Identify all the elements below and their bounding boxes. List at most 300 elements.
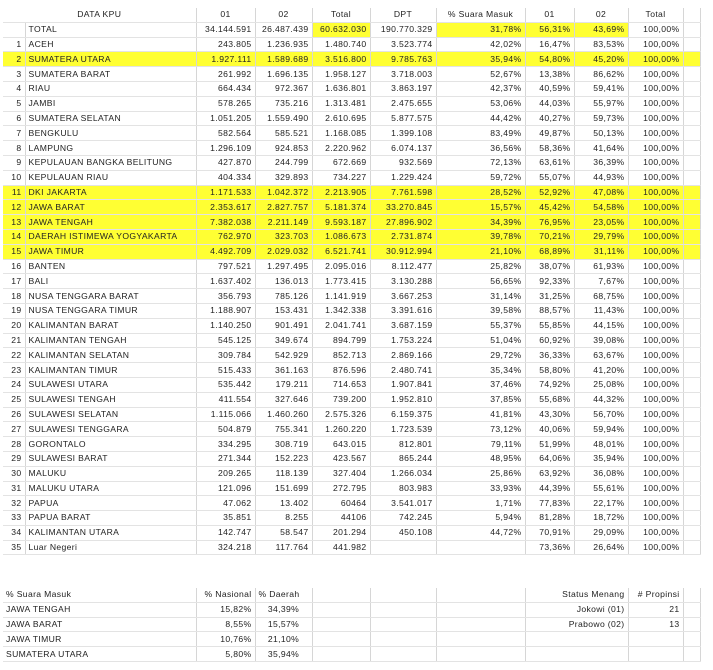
votes-02[interactable]: 308.719 — [255, 437, 312, 452]
row-number[interactable]: 17 — [3, 274, 25, 289]
pct-02[interactable]: 29,09% — [574, 525, 628, 540]
summary-header-nasional[interactable]: % Nasional — [196, 588, 255, 602]
votes-total[interactable]: 201.294 — [312, 525, 370, 540]
province-name[interactable]: SULAWESI UTARA — [25, 377, 196, 392]
total-suara-masuk[interactable]: 31,78% — [436, 22, 525, 37]
votes-01[interactable]: 261.992 — [196, 67, 255, 82]
empty-cell[interactable] — [683, 52, 700, 67]
dpt-value[interactable]: 7.761.598 — [370, 185, 436, 200]
suara-masuk-pct[interactable]: 25,82% — [436, 259, 525, 274]
votes-01[interactable]: 324.218 — [196, 540, 255, 555]
dpt-value[interactable]: 2.475.655 — [370, 96, 436, 111]
empty-cell[interactable] — [436, 632, 525, 647]
pct-total[interactable]: 100,00% — [628, 540, 683, 555]
pct-01[interactable]: 43,30% — [525, 407, 574, 422]
votes-02[interactable]: 8.255 — [255, 511, 312, 526]
votes-01[interactable]: 797.521 — [196, 259, 255, 274]
votes-total[interactable]: 1.141.919 — [312, 289, 370, 304]
row-number[interactable]: 15 — [3, 244, 25, 259]
empty-cell[interactable] — [683, 333, 700, 348]
pct-01[interactable]: 13,38% — [525, 67, 574, 82]
pct-01[interactable]: 36,33% — [525, 348, 574, 363]
status-count[interactable]: 13 — [628, 617, 683, 632]
dpt-value[interactable]: 3.523.774 — [370, 37, 436, 52]
pct-01[interactable]: 88,57% — [525, 303, 574, 318]
pct-02[interactable]: 23,05% — [574, 215, 628, 230]
pct-01[interactable]: 76,95% — [525, 215, 574, 230]
province-name[interactable]: SULAWESI TENGGARA — [25, 422, 196, 437]
suara-masuk-pct[interactable]: 37,85% — [436, 392, 525, 407]
pct-01[interactable]: 45,42% — [525, 200, 574, 215]
votes-02[interactable]: 924.853 — [255, 141, 312, 156]
suara-masuk-pct[interactable]: 59,72% — [436, 170, 525, 185]
votes-01[interactable]: 1.296.109 — [196, 141, 255, 156]
pct-total[interactable]: 100,00% — [628, 481, 683, 496]
suara-masuk-pct[interactable]: 55,37% — [436, 318, 525, 333]
row-number[interactable]: 25 — [3, 392, 25, 407]
province-name[interactable]: DAERAH ISTIMEWA YOGYAKARTA — [25, 229, 196, 244]
pct-01[interactable]: 44,03% — [525, 96, 574, 111]
row-number[interactable]: 24 — [3, 377, 25, 392]
pct-total[interactable]: 100,00% — [628, 377, 683, 392]
pct-02[interactable]: 44,15% — [574, 318, 628, 333]
empty-cell[interactable] — [683, 617, 700, 632]
dpt-value[interactable]: 1.952.810 — [370, 392, 436, 407]
votes-02[interactable]: 13.402 — [255, 496, 312, 511]
dpt-value[interactable]: 6.074.137 — [370, 141, 436, 156]
votes-02[interactable]: 542.929 — [255, 348, 312, 363]
province-name[interactable]: BENGKULU — [25, 126, 196, 141]
summary-name[interactable]: JAWA TENGAH — [3, 602, 196, 617]
votes-01[interactable]: 578.265 — [196, 96, 255, 111]
suara-masuk-pct[interactable]: 5,94% — [436, 511, 525, 526]
empty-cell[interactable] — [683, 37, 700, 52]
row-number[interactable]: 34 — [3, 525, 25, 540]
empty-cell[interactable] — [370, 647, 436, 662]
pct-01[interactable]: 58,80% — [525, 363, 574, 378]
row-number[interactable]: 30 — [3, 466, 25, 481]
votes-total[interactable]: 672.669 — [312, 155, 370, 170]
dpt-value[interactable]: 33.270.845 — [370, 200, 436, 215]
dpt-value[interactable]: 865.244 — [370, 451, 436, 466]
empty-cell[interactable] — [683, 422, 700, 437]
votes-01[interactable]: 4.492.709 — [196, 244, 255, 259]
votes-total[interactable]: 739.200 — [312, 392, 370, 407]
empty-cell[interactable] — [683, 392, 700, 407]
pct-total[interactable]: 100,00% — [628, 318, 683, 333]
pct-01[interactable]: 68,89% — [525, 244, 574, 259]
dpt-value[interactable]: 3.130.288 — [370, 274, 436, 289]
dpt-value[interactable]: 1.229.424 — [370, 170, 436, 185]
province-name[interactable]: DKI JAKARTA — [25, 185, 196, 200]
votes-02[interactable]: 901.491 — [255, 318, 312, 333]
empty-cell[interactable] — [436, 617, 525, 632]
row-number[interactable]: 2 — [3, 52, 25, 67]
pct-02[interactable]: 31,11% — [574, 244, 628, 259]
votes-01[interactable]: 515.433 — [196, 363, 255, 378]
province-name[interactable]: JAWA TIMUR — [25, 244, 196, 259]
province-name[interactable]: JAMBI — [25, 96, 196, 111]
pct-01[interactable]: 81,28% — [525, 511, 574, 526]
empty-cell[interactable] — [683, 540, 700, 555]
empty-cell[interactable] — [683, 451, 700, 466]
row-number[interactable]: 12 — [3, 200, 25, 215]
row-number[interactable]: 23 — [3, 363, 25, 378]
province-name[interactable]: LAMPUNG — [25, 141, 196, 156]
votes-total[interactable]: 44106 — [312, 511, 370, 526]
province-name[interactable]: Luar Negeri — [25, 540, 196, 555]
province-name[interactable]: KALIMANTAN BARAT — [25, 318, 196, 333]
votes-01[interactable]: 142.747 — [196, 525, 255, 540]
suara-masuk-pct[interactable]: 37,46% — [436, 377, 525, 392]
votes-02[interactable]: 361.163 — [255, 363, 312, 378]
pct-01[interactable]: 40,59% — [525, 81, 574, 96]
empty-cell[interactable] — [683, 274, 700, 289]
total-total[interactable]: 60.632.030 — [312, 22, 370, 37]
dpt-value[interactable]: 3.863.197 — [370, 81, 436, 96]
province-name[interactable]: MALUKU UTARA — [25, 481, 196, 496]
empty-cell[interactable] — [370, 602, 436, 617]
row-number[interactable]: 18 — [3, 289, 25, 304]
votes-01[interactable]: 1.051.205 — [196, 111, 255, 126]
summary-daerah[interactable]: 35,94% — [255, 647, 312, 662]
row-number[interactable]: 5 — [3, 96, 25, 111]
votes-01[interactable]: 1.115.066 — [196, 407, 255, 422]
votes-02[interactable]: 785.126 — [255, 289, 312, 304]
total-01[interactable]: 34.144.591 — [196, 22, 255, 37]
votes-total[interactable]: 1.168.085 — [312, 126, 370, 141]
pct-01[interactable]: 64,06% — [525, 451, 574, 466]
pct-02[interactable]: 56,70% — [574, 407, 628, 422]
pct-02[interactable]: 29,79% — [574, 229, 628, 244]
votes-02[interactable]: 1.297.495 — [255, 259, 312, 274]
pct-02[interactable]: 45,20% — [574, 52, 628, 67]
empty-cell[interactable] — [436, 588, 525, 602]
votes-01[interactable]: 427.870 — [196, 155, 255, 170]
votes-total[interactable]: 1.313.481 — [312, 96, 370, 111]
empty-cell[interactable] — [436, 647, 525, 662]
votes-02[interactable]: 151.699 — [255, 481, 312, 496]
empty-cell[interactable] — [312, 617, 370, 632]
votes-total[interactable]: 876.596 — [312, 363, 370, 378]
empty-cell[interactable] — [525, 647, 628, 662]
pct-02[interactable]: 55,61% — [574, 481, 628, 496]
votes-02[interactable]: 58.547 — [255, 525, 312, 540]
pct-02[interactable]: 48,01% — [574, 437, 628, 452]
pct-total[interactable]: 100,00% — [628, 451, 683, 466]
votes-total[interactable]: 423.567 — [312, 451, 370, 466]
province-name[interactable]: SUMATERA UTARA — [25, 52, 196, 67]
pct-02[interactable]: 11,43% — [574, 303, 628, 318]
province-name[interactable]: RIAU — [25, 81, 196, 96]
pct-02[interactable]: 83,53% — [574, 37, 628, 52]
votes-02[interactable]: 349.674 — [255, 333, 312, 348]
header-pct-02[interactable]: 02 — [574, 8, 628, 22]
suara-masuk-pct[interactable]: 39,78% — [436, 229, 525, 244]
suara-masuk-pct[interactable]: 83,49% — [436, 126, 525, 141]
row-number[interactable]: 1 — [3, 37, 25, 52]
votes-total[interactable]: 9.593.187 — [312, 215, 370, 230]
empty-cell[interactable] — [628, 632, 683, 647]
province-name[interactable]: PAPUA BARAT — [25, 511, 196, 526]
row-number[interactable]: 11 — [3, 185, 25, 200]
suara-masuk-pct[interactable]: 56,65% — [436, 274, 525, 289]
summary-nasional[interactable]: 5,80% — [196, 647, 255, 662]
pct-total[interactable]: 100,00% — [628, 96, 683, 111]
province-name[interactable]: PAPUA — [25, 496, 196, 511]
votes-01[interactable]: 545.125 — [196, 333, 255, 348]
empty-cell[interactable] — [683, 141, 700, 156]
dpt-value[interactable]: 30.912.994 — [370, 244, 436, 259]
province-name[interactable]: BANTEN — [25, 259, 196, 274]
empty-cell[interactable] — [370, 588, 436, 602]
empty-cell[interactable] — [683, 8, 700, 22]
votes-02[interactable]: 2.827.757 — [255, 200, 312, 215]
header-total[interactable]: Total — [312, 8, 370, 22]
empty-cell[interactable] — [683, 318, 700, 333]
row-number[interactable]: 29 — [3, 451, 25, 466]
empty-cell[interactable] — [683, 511, 700, 526]
pct-01[interactable]: 55,68% — [525, 392, 574, 407]
dpt-value[interactable]: 803.983 — [370, 481, 436, 496]
pct-total[interactable]: 100,00% — [628, 407, 683, 422]
votes-02[interactable]: 755.341 — [255, 422, 312, 437]
votes-total[interactable]: 852.713 — [312, 348, 370, 363]
row-number[interactable]: 32 — [3, 496, 25, 511]
province-name[interactable]: KALIMANTAN TIMUR — [25, 363, 196, 378]
empty-cell[interactable] — [628, 647, 683, 662]
pct-01[interactable]: 40,06% — [525, 422, 574, 437]
status-header-prop[interactable]: # Propinsi — [628, 588, 683, 602]
votes-total[interactable]: 441.982 — [312, 540, 370, 555]
total-02[interactable]: 26.487.439 — [255, 22, 312, 37]
row-number[interactable]: 27 — [3, 422, 25, 437]
empty-cell[interactable] — [683, 377, 700, 392]
empty-cell[interactable] — [683, 407, 700, 422]
pct-total[interactable]: 100,00% — [628, 437, 683, 452]
pct-01[interactable]: 58,36% — [525, 141, 574, 156]
votes-01[interactable]: 1.927.111 — [196, 52, 255, 67]
pct-01[interactable]: 63,92% — [525, 466, 574, 481]
suara-masuk-pct[interactable]: 42,37% — [436, 81, 525, 96]
votes-02[interactable]: 118.139 — [255, 466, 312, 481]
votes-01[interactable]: 664.434 — [196, 81, 255, 96]
votes-01[interactable]: 411.554 — [196, 392, 255, 407]
dpt-value[interactable]: 9.785.763 — [370, 52, 436, 67]
pct-01[interactable]: 74,92% — [525, 377, 574, 392]
pct-total[interactable]: 100,00% — [628, 303, 683, 318]
status-header-label[interactable]: Status Menang — [525, 588, 628, 602]
dpt-value[interactable]: 6.159.375 — [370, 407, 436, 422]
row-number[interactable]: 9 — [3, 155, 25, 170]
pct-02[interactable]: 26,64% — [574, 540, 628, 555]
province-name[interactable]: KALIMANTAN SELATAN — [25, 348, 196, 363]
votes-total[interactable]: 1.342.338 — [312, 303, 370, 318]
suara-masuk-pct[interactable]: 21,10% — [436, 244, 525, 259]
pct-02[interactable]: 47,08% — [574, 185, 628, 200]
row-number[interactable]: 33 — [3, 511, 25, 526]
status-count[interactable]: 21 — [628, 602, 683, 617]
pct-02[interactable]: 39,08% — [574, 333, 628, 348]
pct-01[interactable]: 31,25% — [525, 289, 574, 304]
row-number[interactable]: 31 — [3, 481, 25, 496]
votes-total[interactable]: 2.095.016 — [312, 259, 370, 274]
suara-masuk-pct[interactable]: 48,95% — [436, 451, 525, 466]
dpt-value[interactable]: 2.480.741 — [370, 363, 436, 378]
province-name[interactable]: SULAWESI BARAT — [25, 451, 196, 466]
row-number[interactable]: 6 — [3, 111, 25, 126]
summary-nasional[interactable]: 8,55% — [196, 617, 255, 632]
dpt-value[interactable] — [370, 540, 436, 555]
province-name[interactable]: BALI — [25, 274, 196, 289]
empty-cell[interactable] — [370, 632, 436, 647]
pct-total[interactable]: 100,00% — [628, 141, 683, 156]
suara-masuk-pct[interactable]: 73,12% — [436, 422, 525, 437]
empty-cell[interactable] — [683, 602, 700, 617]
pct-total[interactable]: 100,00% — [628, 274, 683, 289]
suara-masuk-pct[interactable]: 44,42% — [436, 111, 525, 126]
pct-01[interactable]: 55,85% — [525, 318, 574, 333]
suara-masuk-pct[interactable]: 1,71% — [436, 496, 525, 511]
dpt-value[interactable]: 1.753.224 — [370, 333, 436, 348]
pct-01[interactable]: 54,80% — [525, 52, 574, 67]
total-pct-total[interactable]: 100,00% — [628, 22, 683, 37]
pct-01[interactable]: 51,99% — [525, 437, 574, 452]
province-name[interactable]: KALIMANTAN TENGAH — [25, 333, 196, 348]
votes-total[interactable]: 643.015 — [312, 437, 370, 452]
summary-nasional[interactable]: 10,76% — [196, 632, 255, 647]
votes-02[interactable]: 152.223 — [255, 451, 312, 466]
row-number[interactable]: 16 — [3, 259, 25, 274]
status-name[interactable]: Jokowi (01) — [525, 602, 628, 617]
province-name[interactable]: GORONTALO — [25, 437, 196, 452]
votes-total[interactable]: 6.521.741 — [312, 244, 370, 259]
dpt-value[interactable]: 8.112.477 — [370, 259, 436, 274]
votes-total[interactable]: 1.086.673 — [312, 229, 370, 244]
dpt-value[interactable]: 932.569 — [370, 155, 436, 170]
votes-01[interactable]: 1.171.533 — [196, 185, 255, 200]
pct-02[interactable]: 63,67% — [574, 348, 628, 363]
empty-cell[interactable] — [312, 588, 370, 602]
suara-masuk-pct[interactable]: 53,06% — [436, 96, 525, 111]
votes-total[interactable]: 60464 — [312, 496, 370, 511]
pct-total[interactable]: 100,00% — [628, 289, 683, 304]
province-name[interactable]: SUMATERA SELATAN — [25, 111, 196, 126]
dpt-value[interactable]: 27.896.902 — [370, 215, 436, 230]
pct-01[interactable]: 55,07% — [525, 170, 574, 185]
suara-masuk-pct[interactable]: 29,72% — [436, 348, 525, 363]
votes-02[interactable]: 153.431 — [255, 303, 312, 318]
row-number[interactable]: 7 — [3, 126, 25, 141]
province-name[interactable]: SUMATERA BARAT — [25, 67, 196, 82]
empty-cell[interactable] — [683, 155, 700, 170]
votes-total[interactable]: 2.610.695 — [312, 111, 370, 126]
empty-cell[interactable] — [312, 647, 370, 662]
votes-total[interactable]: 2.220.962 — [312, 141, 370, 156]
votes-01[interactable]: 1.188.907 — [196, 303, 255, 318]
pct-01[interactable]: 38,07% — [525, 259, 574, 274]
votes-02[interactable]: 1.589.689 — [255, 52, 312, 67]
votes-02[interactable]: 327.646 — [255, 392, 312, 407]
pct-total[interactable]: 100,00% — [628, 422, 683, 437]
votes-01[interactable]: 271.344 — [196, 451, 255, 466]
votes-02[interactable]: 735.216 — [255, 96, 312, 111]
status-name[interactable]: Prabowo (02) — [525, 617, 628, 632]
suara-masuk-pct[interactable]: 35,34% — [436, 363, 525, 378]
pct-total[interactable]: 100,00% — [628, 525, 683, 540]
pct-02[interactable]: 36,39% — [574, 155, 628, 170]
province-name[interactable]: SULAWESI SELATAN — [25, 407, 196, 422]
pct-total[interactable]: 100,00% — [628, 466, 683, 481]
pct-02[interactable]: 68,75% — [574, 289, 628, 304]
pct-01[interactable]: 52,92% — [525, 185, 574, 200]
pct-02[interactable]: 36,08% — [574, 466, 628, 481]
votes-total[interactable]: 1.773.415 — [312, 274, 370, 289]
row-number[interactable]: 10 — [3, 170, 25, 185]
votes-02[interactable]: 2.029.032 — [255, 244, 312, 259]
pct-02[interactable]: 25,08% — [574, 377, 628, 392]
votes-total[interactable]: 1.480.740 — [312, 37, 370, 52]
suara-masuk-pct[interactable]: 39,58% — [436, 303, 525, 318]
suara-masuk-pct[interactable]: 79,11% — [436, 437, 525, 452]
dpt-value[interactable]: 812.801 — [370, 437, 436, 452]
pct-02[interactable]: 44,93% — [574, 170, 628, 185]
row-number[interactable]: 21 — [3, 333, 25, 348]
dpt-value[interactable]: 3.667.253 — [370, 289, 436, 304]
suara-masuk-pct[interactable]: 33,93% — [436, 481, 525, 496]
empty-cell[interactable] — [370, 617, 436, 632]
votes-total[interactable]: 5.181.374 — [312, 200, 370, 215]
province-name[interactable]: NUSA TENGGARA BARAT — [25, 289, 196, 304]
votes-02[interactable]: 1.696.135 — [255, 67, 312, 82]
dpt-value[interactable]: 3.391.616 — [370, 303, 436, 318]
empty-cell[interactable] — [683, 363, 700, 378]
votes-02[interactable]: 1.460.260 — [255, 407, 312, 422]
dpt-value[interactable]: 3.541.017 — [370, 496, 436, 511]
province-name[interactable]: MALUKU — [25, 466, 196, 481]
votes-02[interactable]: 323.703 — [255, 229, 312, 244]
dpt-value[interactable]: 742.245 — [370, 511, 436, 526]
votes-02[interactable]: 136.013 — [255, 274, 312, 289]
votes-01[interactable]: 356.793 — [196, 289, 255, 304]
pct-01[interactable]: 44,39% — [525, 481, 574, 496]
pct-total[interactable]: 100,00% — [628, 333, 683, 348]
votes-total[interactable]: 1.958.127 — [312, 67, 370, 82]
dpt-value[interactable]: 2.869.166 — [370, 348, 436, 363]
suara-masuk-pct[interactable]: 36,56% — [436, 141, 525, 156]
province-name[interactable]: JAWA TENGAH — [25, 215, 196, 230]
votes-01[interactable]: 47.062 — [196, 496, 255, 511]
header-dpt[interactable]: DPT — [370, 8, 436, 22]
header-01[interactable]: 01 — [196, 8, 255, 22]
dpt-value[interactable]: 1.266.034 — [370, 466, 436, 481]
row-number[interactable]: 8 — [3, 141, 25, 156]
votes-01[interactable]: 1.140.250 — [196, 318, 255, 333]
province-name[interactable]: KEPULAUAN BANGKA BELITUNG — [25, 155, 196, 170]
pct-total[interactable]: 100,00% — [628, 81, 683, 96]
pct-total[interactable]: 100,00% — [628, 111, 683, 126]
header-data-kpu[interactable]: DATA KPU — [3, 8, 196, 22]
pct-total[interactable]: 100,00% — [628, 511, 683, 526]
pct-total[interactable]: 100,00% — [628, 52, 683, 67]
summary-name[interactable]: JAWA TIMUR — [3, 632, 196, 647]
pct-total[interactable]: 100,00% — [628, 37, 683, 52]
empty-cell[interactable] — [683, 229, 700, 244]
suara-masuk-pct[interactable]: 44,72% — [436, 525, 525, 540]
votes-total[interactable]: 734.227 — [312, 170, 370, 185]
dpt-value[interactable]: 1.907.841 — [370, 377, 436, 392]
total-pct-02[interactable]: 43,69% — [574, 22, 628, 37]
